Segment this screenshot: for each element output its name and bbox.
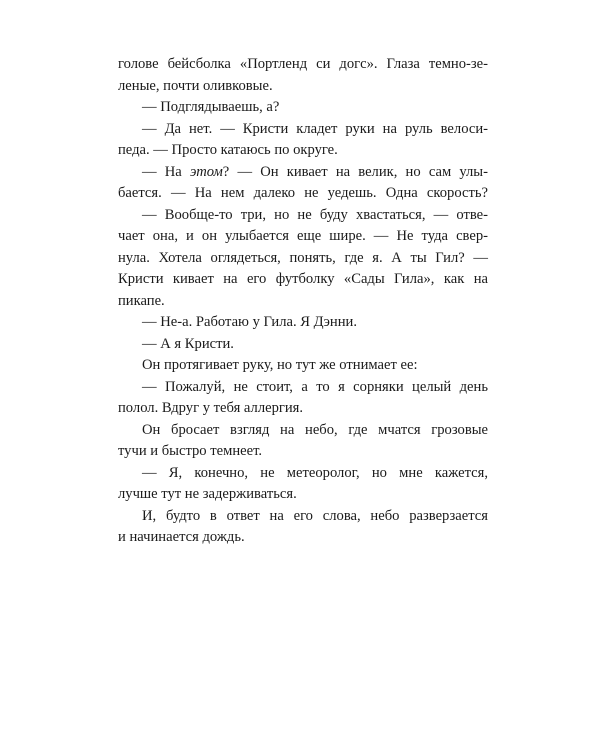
text-line: пикапе. xyxy=(118,292,165,309)
text-line: тучи и быстро темнеет. xyxy=(118,443,263,459)
text-line: Он бросает взгляд на небо, где мчатся грозовые xyxy=(142,421,488,438)
text-line: педа. — Просто катаюсь по округе. xyxy=(118,142,338,158)
text-fragment: — На xyxy=(142,163,190,180)
text-line xyxy=(118,162,488,184)
text-line: — Вообще-то три, но не буду хвастаться, — отве- xyxy=(142,206,488,223)
text-line: Кристи кивает на его футболку «Сады Гила», как на xyxy=(118,271,488,287)
text-line: — Подглядываешь, а? xyxy=(142,99,280,115)
text-line: — Да нет. — Кристи кладет руки на руль велоси- xyxy=(142,120,488,137)
text-line: полол. Вдруг у тебя аллергия. xyxy=(118,400,304,416)
text-line: Он протягивает руку, но тут же отнимает ее: xyxy=(142,357,418,373)
body-text xyxy=(118,54,488,549)
text-line: нула. Хотела оглядеться, понять, где я. А ты Гил? — xyxy=(118,249,488,266)
text-line: И, будто в ответ на его слова, небо разверзается xyxy=(142,507,488,524)
text-line: голове бейсболка «Портленд си догс». Глаза темно-зе- xyxy=(118,56,488,72)
text-line: лучше тут не задерживаться. xyxy=(118,486,297,502)
text-line: — Пожалуй, не стоит, а то я сорняки целый день xyxy=(142,378,488,395)
text-line: чает она, и он улыбается еще шире. — Не туда свер- xyxy=(118,228,488,244)
text-line: — Не-а. Работаю у Гила. Я Дэнни. xyxy=(142,314,357,330)
text-line: леные, почти оливковые. xyxy=(118,77,273,94)
italic-word: этом xyxy=(189,163,223,180)
text-line: — Я, конечно, не метеоролог, но мне кажется, xyxy=(142,464,488,481)
text-fragment: ? — Он кивает на велик, но сам улы- xyxy=(222,163,488,180)
text-line: и начинается дождь. xyxy=(118,529,245,545)
text-line: бается. — На нем далеко не уедешь. Одна скорость? xyxy=(118,185,488,201)
text-line: — А я Кристи. xyxy=(142,335,234,352)
